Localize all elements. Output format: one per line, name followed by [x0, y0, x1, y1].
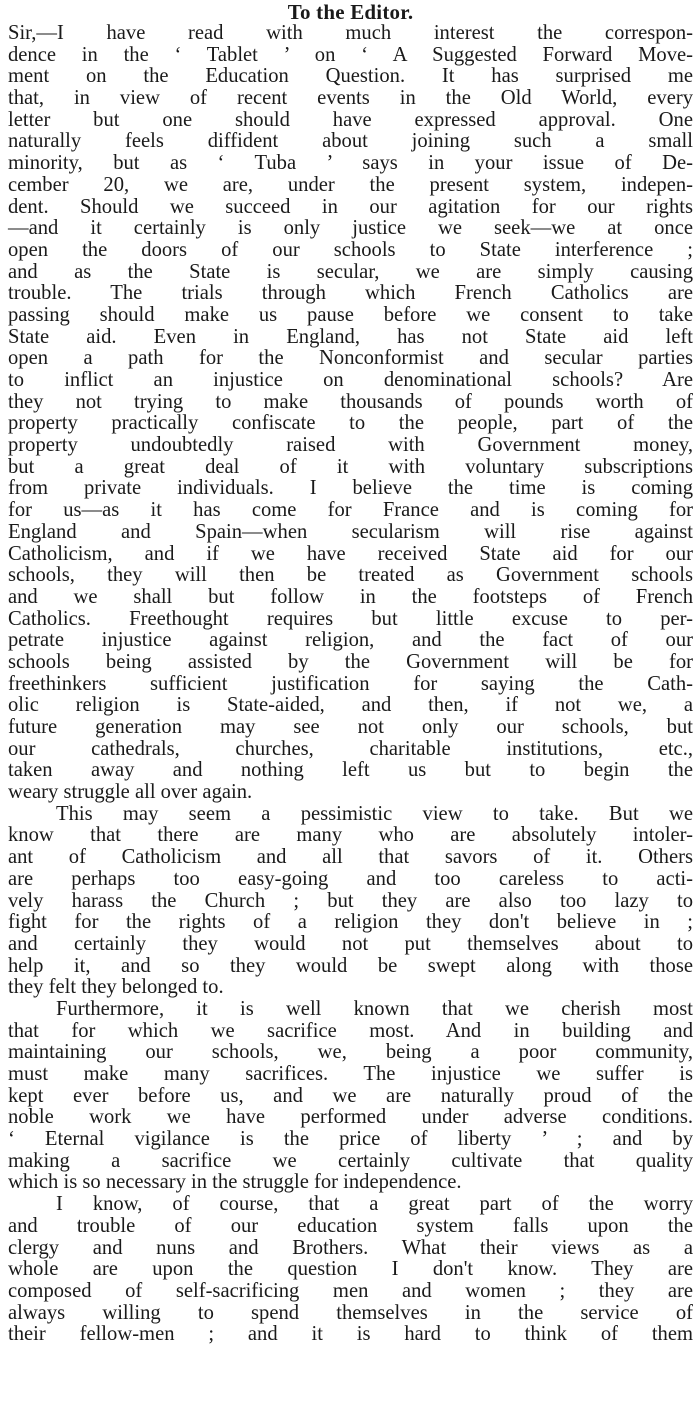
text-line: making a sacrifice we certainly cultivate that quality [8, 1149, 693, 1172]
text-line: and as the State is secular, we are simply causing [8, 260, 693, 283]
text-line: dence in the ‘ Tablet ’ on ‘ A Suggested Forward Move- [8, 43, 693, 66]
text-line: ant of Catholicism and all that savors of it. Others [8, 846, 693, 869]
text-line: property practically confiscate to the people, part of the [8, 412, 693, 435]
text-line: dent. Should we succeed in our agitation for our rights [8, 195, 693, 218]
text-line: property undoubtedly raised with Government money, [8, 434, 693, 457]
text-line: This may seem a pessimistic view to take. But we [56, 802, 693, 825]
text-line: kept ever before us, and we are naturally proud of the [8, 1084, 693, 1107]
text-line: whole are upon the question I don't know. They are [8, 1258, 693, 1281]
text-line: that for which we sacrifice most. And in building and [8, 1019, 693, 1042]
text-line: open a path for the Nonconformist and secular parties [8, 347, 693, 370]
text-line: to inflict an injustice on denominational schools? Are [8, 369, 693, 391]
text-line: minority, but as ‘ Tuba ’ says in your issue of De- [8, 152, 693, 175]
text-line: open the doors of our schools to State interference ; [8, 238, 693, 261]
text-line: I know, of course, that a great part of the worry [56, 1193, 693, 1216]
letter-paragraph [8, 1194, 693, 1346]
text-line: Furthermore, it is well known that we cherish most [56, 997, 693, 1020]
text-line: our cathedrals, churches, charitable institutions, etc., [8, 737, 693, 760]
letter-paragraph [8, 804, 693, 999]
letter-paragraph [8, 23, 693, 804]
text-line: fight for the rights of a religion they don't believe in ; [8, 911, 693, 934]
text-line: Catholics. Freethought requires but little excuse to per- [8, 607, 693, 630]
text-line: composed of self-sacrificing men and women ; they are [8, 1279, 693, 1302]
text-line: help it, and so they would be swept along with those [8, 954, 693, 977]
text-line: and certainly they would not put themselves about to [8, 932, 693, 955]
letter-body [8, 23, 693, 1346]
text-line: ‘ Eternal vigilance is the price of liberty ’ ; and by [8, 1128, 693, 1151]
text-line: are perhaps too easy-going and too careless to acti- [8, 867, 693, 890]
text-line: taken away and nothing left us but to begin the [8, 759, 693, 782]
text-line: —and it certainly is only justice we seek—we at once [8, 217, 693, 240]
text-line: must make many sacrifices. The injustice we suffer is [8, 1063, 693, 1085]
text-line: State aid. Even in England, has not State aid left [8, 325, 693, 348]
text-line: they felt they belonged to. [8, 976, 224, 999]
text-line: but a great deal of it with voluntary subscriptions [8, 455, 693, 478]
text-line: ment on the Education Question. It has surprised me [8, 65, 693, 88]
text-line: they not trying to make thousands of pounds worth of [8, 390, 693, 413]
text-line: cember 20, we are, under the present system, indepen- [8, 173, 693, 196]
text-line: vely harass the Church ; but they are also too lazy to [8, 889, 693, 912]
text-line: schools being assisted by the Government will be for [8, 650, 693, 673]
text-line: petrate injustice against religion, and the fact of our [8, 629, 693, 652]
text-line: letter but one should have expressed approval. One [8, 108, 693, 131]
text-line: for us—as it has come for France and is coming for [8, 499, 693, 522]
text-line: that, in view of recent events in the Old World, every [8, 87, 693, 110]
text-line: their fellow-men ; and it is hard to think of them [8, 1323, 693, 1346]
text-line: freethinkers sufficient justification for saying the Cath- [8, 672, 693, 695]
text-line: schools, they will then be treated as Government schools [8, 564, 693, 587]
text-line: and we shall but follow in the footsteps of French [8, 585, 693, 608]
text-line: England and Spain—when secularism will rise against [8, 520, 693, 543]
text-line: passing should make us pause before we consent to take [8, 303, 693, 326]
text-line: from private individuals. I believe the time is coming [8, 477, 693, 500]
text-line: always willing to spend themselves in the service of [8, 1301, 693, 1324]
text-line: naturally feels diffident about joining such a small [8, 130, 693, 153]
text-line: which is so necessary in the struggle for independence. [8, 1171, 462, 1194]
text-line: clergy and nuns and Brothers. What their views as a [8, 1236, 693, 1259]
text-line: maintaining our schools, we, being a poor community, [8, 1041, 693, 1064]
letter-paragraph [8, 999, 693, 1194]
text-line: Sir,—I have read with much interest the correspon- [8, 22, 693, 44]
text-line: and trouble of our education system falls upon the [8, 1214, 693, 1237]
text-line: trouble. The trials through which French Catholics are [8, 282, 693, 305]
text-line: future generation may see not only our schools, but [8, 716, 693, 738]
text-line: Catholicism, and if we have received State aid for our [8, 542, 693, 565]
letter-heading: To the Editor. [287, 0, 414, 24]
text-line: noble work we have performed under adverse conditions. [8, 1106, 693, 1129]
text-line: olic religion is State-aided, and then, if not we, a [8, 694, 693, 717]
text-line: weary struggle all over again. [8, 781, 253, 804]
text-line: know that there are many who are absolutely intoler- [8, 824, 693, 847]
